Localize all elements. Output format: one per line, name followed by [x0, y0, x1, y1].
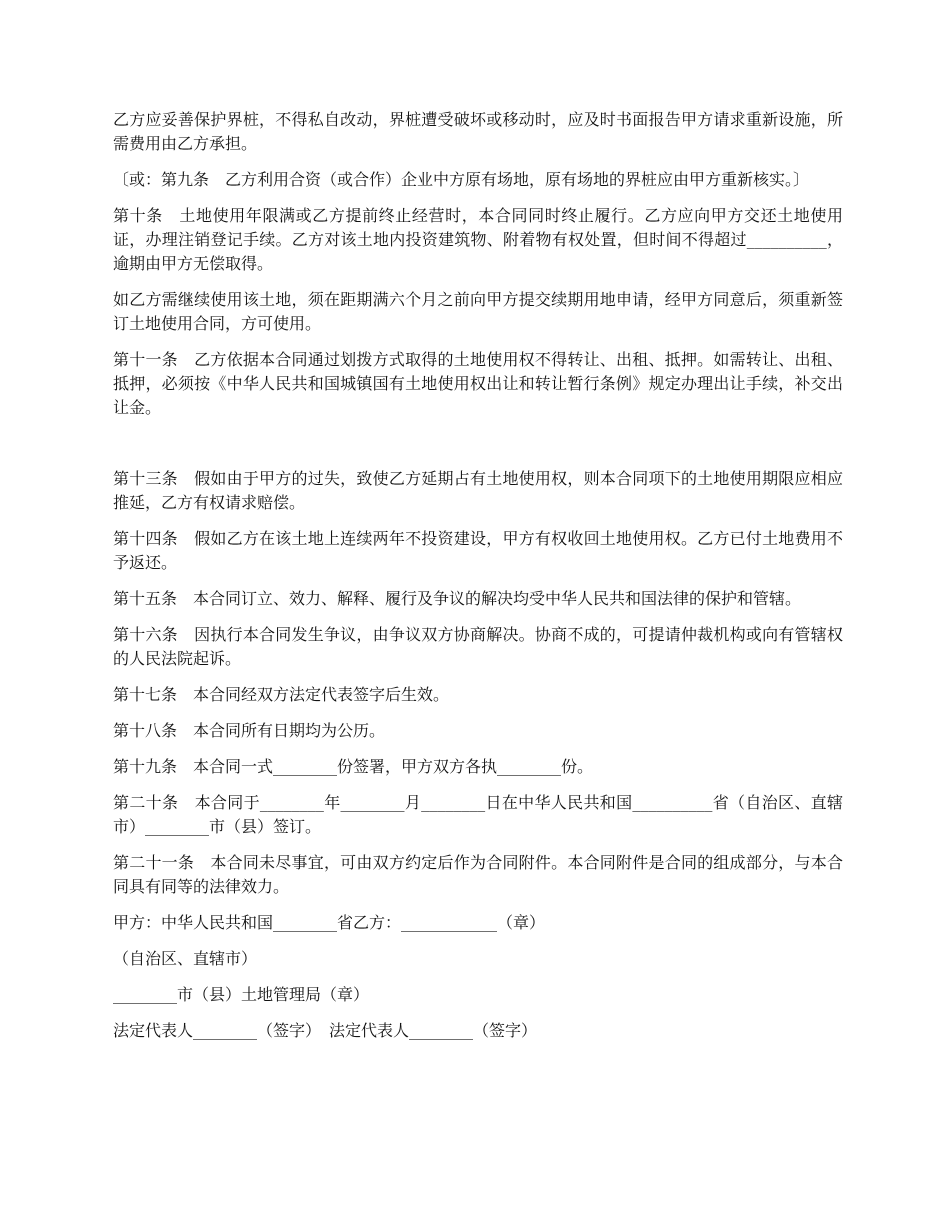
paragraph-boundary-markers: 乙方应妥善保护界桩，不得私自改动，界桩遭受破坏或移动时，应及时书面报告甲方请求重新设施，所需费用由乙方承担。 [113, 110, 843, 153]
paragraph-renewal: 如乙方需继续使用该土地，须在距期满六个月之前向甲方提交续期用地申请，经甲方同意后，须重新签订土地使用合同，方可使用。 [113, 290, 843, 333]
paragraph-article-10: 第十条 土地使用年限满或乙方提前终止经营时，本合同同时终止履行。乙方应向甲方交还土地使用证，办理注销登记手续。乙方对该土地内投资建筑物、附着物有权处置，但时间不得超过__________，逾期由甲方无偿取得。 [113, 206, 843, 273]
paragraph-article-11: 第十一条 乙方依据本合同通过划拨方式取得的土地使用权不得转让、出租、抵押。如需转让、出租、抵押，必须按《中华人民共和国城镇国有土地使用权出让和转让暂行条例》规定办理出让手续，补交出让金。 [113, 350, 843, 417]
paragraph-article-15: 第十五条 本合同订立、效力、解释、履行及争议的解决均受中华人民共和国法律的保护和管辖。 [113, 589, 802, 608]
paragraph-article-16: 第十六条 因执行本合同发生争议，由争议双方协商解决。协商不成的，可提请仲裁机构或向有管辖权的人民法院起诉。 [113, 625, 843, 668]
paragraph-article-13: 第十三条 假如由于甲方的过失，致使乙方延期占有土地使用权，则本合同项下的土地使用期限应相应推延，乙方有权请求赔偿。 [113, 469, 843, 512]
signature-bureau-line: ________市（县）土地管理局（章） [113, 985, 370, 1004]
paragraph-article-20: 第二十条 本合同于________年________月________日在中华人民共和国__________省（自治区、直辖市）________市（县）签订。 [113, 793, 843, 836]
document-body [113, 108, 843, 1055]
paragraph-article-18: 第十八条 本合同所有日期均为公历。 [113, 721, 386, 740]
paragraph-alt-article-9: 〔或：第九条 乙方利用合资（或合作）企业中方原有场地，原有场地的界桩应由甲方重新核实。〕 [113, 170, 810, 189]
paragraph-article-19: 第十九条 本合同一式________份签署，甲方双方各执________份。 [113, 757, 594, 776]
signature-party-line: 甲方：中华人民共和国________省乙方：____________（章） [113, 913, 546, 932]
paragraph-article-21: 第二十一条 本合同未尽事宜，可由双方约定后作为合同附件。本合同附件是合同的组成部分，与本合同具有同等的法律效力。 [113, 853, 843, 896]
signature-region-line: （自治区、直辖市） [113, 949, 258, 968]
paragraph-article-17: 第十七条 本合同经双方法定代表签字后生效。 [113, 685, 450, 704]
blank-gap [113, 432, 843, 467]
paragraph-article-14: 第十四条 假如乙方在该土地上连续两年不投资建设，甲方有权收回土地使用权。乙方已付土地费用不予返还。 [113, 529, 843, 572]
signature-representatives-line: 法定代表人________（签字） 法定代表人________（签字） [113, 1021, 538, 1040]
